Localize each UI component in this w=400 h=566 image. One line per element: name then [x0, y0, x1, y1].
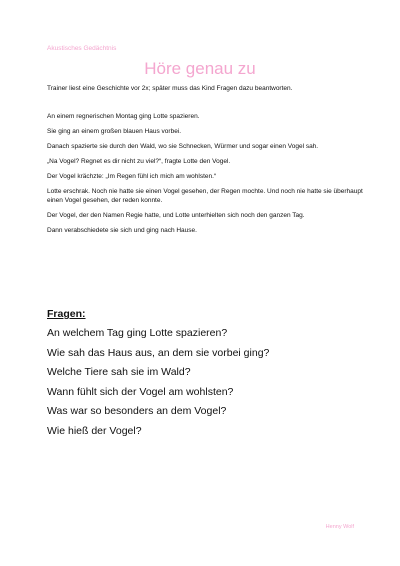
- story-paragraph: Sie ging an einem großen blauen Haus vorbei.: [47, 128, 182, 135]
- intro-text: Trainer liest eine Geschichte vor 2x; später muss das Kind Fragen dazu beantworten.: [47, 85, 293, 92]
- story-paragraph: Der Vogel, der den Namen Regie hatte, und Lotte unterhielten sich noch den ganzen Tag.: [47, 212, 305, 219]
- story-paragraph: Dann verabschiedete sie sich und ging nach Hause.: [47, 227, 197, 234]
- footer-note: Henny Wolf: [325, 524, 354, 530]
- header-note: Akustisches Gedächtnis: [47, 45, 117, 52]
- question-item: Wie sah das Haus aus, an dem sie vorbei ging?: [47, 346, 270, 359]
- question-item: Wann fühlt sich der Vogel am wohlsten?: [47, 385, 234, 398]
- story-text: [47, 112, 365, 241]
- question-item: Was war so besonders an dem Vogel?: [47, 405, 227, 418]
- story-paragraph: An einem regnerischen Montag ging Lotte spazieren.: [47, 113, 200, 120]
- question-item: Welche Tiere sah sie im Wald?: [47, 366, 191, 379]
- story-paragraph: Lotte erschrak. Noch nie hatte sie einen Vogel gesehen, der Regen mochte. Und noch nie hatte sie überhaupt einen Vogel gesehen, der reden konnte.: [47, 188, 363, 204]
- question-item: Wie hieß der Vogel?: [47, 424, 142, 437]
- story-paragraph: Der Vogel krächzte: „Im Regen fühl ich mich am wohlsten.“: [47, 173, 217, 180]
- questions-heading: Fragen:: [47, 308, 86, 320]
- questions-list: [47, 327, 367, 445]
- question-item: An welchem Tag ging Lotte spazieren?: [47, 327, 228, 339]
- page-title: Höre genau zu: [144, 59, 256, 78]
- story-paragraph: Danach spazierte sie durch den Wald, wo sie Schnecken, Würmer und sogar einen Vogel sah.: [47, 143, 319, 150]
- story-paragraph: „Na Vogel? Regnet es dir nicht zu viel?“, fragte Lotte den Vogel.: [47, 158, 231, 165]
